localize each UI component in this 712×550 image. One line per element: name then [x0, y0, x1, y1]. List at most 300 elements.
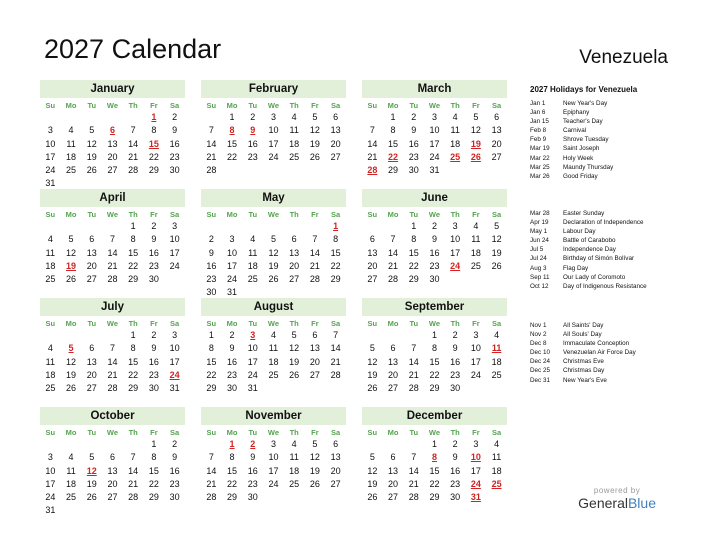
day: 20	[289, 260, 300, 271]
empty-cell	[102, 438, 123, 451]
day: 14	[107, 247, 118, 258]
day: 27	[107, 492, 118, 503]
day: 19	[289, 356, 300, 367]
weekday-label: Su	[45, 428, 56, 437]
weekday-label: Th	[450, 210, 460, 219]
day: 22	[429, 369, 440, 380]
empty-cell	[123, 438, 144, 451]
weekday-label: We	[428, 101, 441, 110]
holiday-date: Aug 3	[530, 264, 547, 272]
day: 25	[491, 369, 502, 380]
holiday-date: Sep 11	[530, 273, 550, 281]
weekday-label: Sa	[169, 210, 180, 219]
day: 8	[208, 343, 214, 354]
day: 31	[45, 178, 56, 189]
day: 31	[45, 505, 56, 516]
empty-cell	[102, 329, 123, 342]
day: 1	[151, 439, 157, 449]
day: 5	[270, 234, 276, 245]
brand-name: GeneralBlue	[578, 495, 656, 511]
day: 29	[330, 274, 341, 285]
holiday-day: 26	[470, 151, 481, 162]
empty-cell	[383, 220, 404, 233]
empty-cell	[61, 220, 82, 233]
day: 3	[47, 125, 53, 136]
day: 7	[109, 234, 115, 245]
month-november	[201, 407, 346, 504]
day: 13	[330, 125, 341, 136]
weekday-label: Mo	[65, 428, 77, 437]
holiday-day: 24	[169, 369, 180, 380]
day: 18	[289, 138, 300, 149]
month-july	[40, 298, 185, 395]
day: 20	[330, 465, 341, 476]
day: 17	[268, 465, 279, 476]
holiday-date: May 1	[530, 228, 548, 236]
day: 12	[367, 356, 378, 367]
day: 8	[130, 343, 136, 354]
weekday-label: Su	[206, 210, 217, 219]
holiday-row	[530, 357, 700, 366]
day: 11	[66, 465, 76, 476]
day: 29	[148, 165, 159, 176]
holiday-name: Venezuelan Air Force Day	[563, 349, 636, 357]
weekday-label: Sa	[330, 210, 341, 219]
day: 14	[128, 465, 139, 476]
weekday-label: Sa	[169, 319, 180, 328]
day: 14	[206, 138, 217, 149]
holiday-row	[530, 154, 700, 163]
day: 27	[309, 369, 320, 380]
holiday-name: Immaculate Conception	[563, 340, 630, 348]
empty-cell	[201, 111, 222, 124]
empty-cell	[362, 220, 383, 233]
day: 17	[45, 151, 56, 162]
day: 8	[229, 452, 235, 463]
weekday-label: Fr	[150, 428, 158, 437]
day: 28	[408, 492, 419, 503]
holiday-day: 12	[86, 465, 97, 476]
weekday-label: Su	[45, 319, 56, 328]
day: 7	[369, 125, 375, 136]
empty-cell	[40, 220, 61, 233]
day: 13	[491, 125, 502, 136]
day: 17	[227, 260, 238, 271]
empty-cell	[102, 220, 123, 233]
day: 17	[470, 356, 481, 367]
day: 7	[208, 125, 214, 136]
holiday-date: Nov 2	[530, 331, 547, 339]
holiday-day: 10	[470, 452, 481, 463]
day: 15	[429, 465, 440, 476]
day: 15	[227, 138, 238, 149]
holiday-day: 8	[229, 125, 235, 136]
day: 11	[491, 452, 502, 463]
day: 3	[270, 112, 276, 122]
holiday-name: Teacher's Day	[563, 118, 603, 126]
month-name: February	[201, 80, 346, 98]
month-name: October	[40, 407, 185, 425]
month-february	[201, 80, 346, 177]
day: 24	[45, 492, 56, 503]
day: 16	[408, 138, 419, 149]
day: 20	[107, 151, 118, 162]
day: 8	[151, 452, 157, 463]
empty-cell	[305, 220, 326, 233]
day: 9	[151, 343, 157, 354]
day: 12	[289, 343, 300, 354]
day: 3	[473, 330, 479, 340]
day: 25	[66, 492, 77, 503]
day: 18	[289, 465, 300, 476]
day: 21	[309, 260, 320, 271]
day-grid	[201, 425, 346, 504]
weekday-label: Mo	[387, 210, 399, 219]
day: 9	[452, 343, 458, 354]
month-august	[201, 298, 346, 395]
day: 11	[45, 247, 56, 258]
day: 11	[289, 125, 299, 136]
day: 2	[452, 330, 458, 340]
day: 29	[128, 383, 139, 394]
holiday-day: 6	[109, 125, 115, 136]
day: 28	[128, 492, 139, 503]
month-name: November	[201, 407, 346, 425]
weekday-label: We	[428, 319, 441, 328]
empty-cell	[61, 329, 82, 342]
holidays-panel-3	[530, 321, 700, 385]
day: 17	[169, 356, 180, 367]
weekday-label: Tu	[87, 101, 97, 110]
day: 5	[473, 112, 479, 122]
day: 22	[128, 369, 139, 380]
holiday-date: Dec 24	[530, 358, 550, 366]
day-grid	[40, 207, 185, 286]
day: 2	[151, 330, 157, 340]
day: 3	[172, 330, 178, 340]
day: 16	[247, 138, 258, 149]
weekday-label: Fr	[472, 210, 480, 219]
day: 17	[45, 478, 56, 489]
weekday-label: Mo	[226, 428, 238, 437]
day: 2	[431, 221, 437, 231]
day: 30	[247, 492, 258, 503]
day-grid	[362, 425, 507, 504]
day: 15	[148, 465, 159, 476]
day: 13	[86, 247, 97, 258]
weekday-label: Su	[45, 210, 56, 219]
day: 5	[89, 125, 95, 136]
day: 27	[491, 151, 502, 162]
weekday-label: Th	[289, 101, 299, 110]
day: 8	[151, 125, 157, 136]
weekday-label: Fr	[150, 101, 158, 110]
day: 28	[408, 383, 419, 394]
day: 14	[107, 356, 118, 367]
day: 4	[68, 125, 74, 136]
weekday-label: Th	[450, 101, 460, 110]
empty-cell	[201, 438, 222, 451]
holiday-day: 1	[151, 112, 157, 122]
day: 5	[369, 343, 375, 354]
day: 29	[388, 165, 399, 176]
day: 9	[151, 234, 157, 245]
brand-logo	[578, 486, 656, 511]
holiday-day: 19	[470, 138, 481, 149]
day: 22	[408, 260, 419, 271]
holiday-name: New Year's Day	[563, 100, 608, 107]
empty-cell	[81, 220, 102, 233]
day-grid	[40, 316, 185, 395]
day: 19	[86, 151, 97, 162]
day: 5	[68, 234, 74, 245]
weekday-label: Tu	[409, 101, 419, 110]
day: 1	[229, 112, 235, 122]
day: 18	[66, 151, 77, 162]
holiday-day: 15	[148, 138, 159, 149]
empty-cell	[383, 438, 404, 451]
weekday-label: Th	[128, 428, 138, 437]
day: 9	[431, 234, 437, 245]
day: 23	[206, 274, 217, 285]
weekday-label: We	[106, 210, 119, 219]
day: 4	[452, 112, 458, 122]
day-grid	[40, 98, 185, 191]
holiday-row	[530, 348, 700, 357]
day: 2	[452, 439, 458, 449]
weekday-label: Sa	[330, 101, 341, 110]
holiday-date: Dec 8	[530, 340, 547, 348]
month-name: September	[362, 298, 507, 316]
day: 24	[45, 165, 56, 176]
empty-cell	[40, 438, 61, 451]
weekday-label: Tu	[248, 101, 258, 110]
day: 29	[148, 492, 159, 503]
day: 19	[309, 465, 320, 476]
day: 28	[330, 369, 341, 380]
month-name: May	[201, 189, 346, 207]
day: 2	[229, 330, 235, 340]
holiday-date: Dec 31	[530, 376, 550, 384]
day: 29	[128, 274, 139, 285]
day: 13	[388, 465, 399, 476]
day: 5	[369, 452, 375, 463]
day: 11	[66, 138, 76, 149]
day: 13	[330, 452, 341, 463]
day: 25	[247, 274, 258, 285]
holiday-date: Jul 5	[530, 246, 544, 254]
day: 21	[408, 478, 419, 489]
weekday-label: Su	[206, 101, 217, 110]
day: 1	[130, 330, 136, 340]
day: 8	[333, 234, 339, 245]
day: 16	[450, 356, 461, 367]
day: 23	[169, 478, 180, 489]
weekday-label: Fr	[311, 428, 319, 437]
day: 12	[268, 247, 279, 258]
day: 14	[206, 465, 217, 476]
day: 1	[431, 439, 437, 449]
day-grid	[362, 207, 507, 286]
day: 23	[450, 369, 461, 380]
day: 6	[333, 112, 339, 122]
day: 3	[473, 439, 479, 449]
day: 4	[47, 234, 53, 245]
day: 26	[367, 492, 378, 503]
month-name: June	[362, 189, 507, 207]
holiday-name: Christmas Eve	[563, 358, 604, 366]
holiday-row	[530, 218, 700, 227]
month-name: January	[40, 80, 185, 98]
month-name: July	[40, 298, 185, 316]
holiday-date: Jun 24	[530, 237, 549, 245]
empty-cell	[242, 220, 263, 233]
day: 15	[227, 465, 238, 476]
empty-cell	[362, 111, 383, 124]
day: 21	[128, 151, 139, 162]
weekday-label: Fr	[311, 319, 319, 328]
day: 6	[390, 452, 396, 463]
day: 28	[107, 274, 118, 285]
day: 27	[86, 383, 97, 394]
holiday-date: Feb 9	[530, 136, 547, 144]
day: 27	[388, 383, 399, 394]
holiday-day: 5	[68, 343, 74, 354]
day: 2	[172, 112, 178, 122]
day: 24	[247, 369, 258, 380]
day: 2	[151, 221, 157, 231]
holiday-date: Jan 1	[530, 100, 546, 107]
day: 6	[89, 234, 95, 245]
day: 6	[333, 439, 339, 449]
day: 30	[148, 274, 159, 285]
day: 23	[148, 369, 159, 380]
day: 19	[491, 247, 502, 258]
month-name: August	[201, 298, 346, 316]
holiday-row	[530, 330, 700, 339]
day: 7	[130, 125, 136, 136]
weekday-label: Tu	[409, 319, 419, 328]
day: 14	[367, 138, 378, 149]
day: 13	[107, 138, 118, 149]
day: 5	[89, 452, 95, 463]
weekday-label: We	[267, 319, 280, 328]
day: 23	[148, 260, 159, 271]
page-title: 2027 Calendar	[44, 34, 222, 64]
day: 2	[250, 112, 256, 122]
weekday-label: Mo	[65, 319, 77, 328]
day: 23	[429, 260, 440, 271]
day: 17	[450, 247, 461, 258]
day: 12	[491, 234, 502, 245]
day: 27	[330, 151, 341, 162]
day: 15	[429, 356, 440, 367]
weekday-label: We	[267, 101, 280, 110]
day: 12	[66, 247, 77, 258]
day: 24	[268, 151, 279, 162]
day: 28	[206, 165, 217, 176]
holiday-day: 31	[470, 492, 481, 503]
day: 4	[68, 452, 74, 463]
day: 7	[333, 330, 339, 340]
day: 20	[388, 369, 399, 380]
weekday-label: Fr	[150, 210, 158, 219]
weekday-label: Su	[367, 101, 378, 110]
day: 10	[450, 234, 461, 245]
day: 13	[367, 247, 378, 258]
day: 6	[109, 452, 115, 463]
holiday-row	[530, 321, 700, 330]
holiday-row	[530, 99, 700, 108]
weekday-label: Tu	[409, 428, 419, 437]
day: 14	[408, 465, 419, 476]
weekday-label: Th	[450, 428, 460, 437]
day: 27	[107, 165, 118, 176]
day: 21	[206, 151, 217, 162]
holiday-name: All Souls' Day	[563, 331, 602, 339]
empty-cell	[40, 329, 61, 342]
day: 26	[289, 369, 300, 380]
holiday-row	[530, 245, 700, 254]
day: 31	[227, 287, 238, 298]
holiday-date: Mar 26	[530, 172, 550, 180]
holiday-day: 1	[229, 439, 235, 449]
day: 7	[312, 234, 318, 245]
day: 14	[309, 247, 320, 258]
day: 10	[169, 234, 180, 245]
holiday-row	[530, 264, 700, 273]
weekday-label: Mo	[65, 101, 77, 110]
holiday-date: Mar 19	[530, 145, 550, 153]
holiday-row	[530, 254, 700, 263]
holiday-name: Declaration of Independence	[563, 219, 644, 227]
holiday-date: Mar 25	[530, 163, 550, 171]
day: 23	[408, 151, 419, 162]
day: 21	[388, 260, 399, 271]
empty-cell	[61, 438, 82, 451]
holidays-panel	[530, 85, 700, 181]
day: 18	[491, 465, 502, 476]
day: 21	[206, 478, 217, 489]
holiday-day: 11	[491, 343, 502, 354]
holiday-day: 24	[470, 478, 481, 489]
day: 29	[227, 492, 238, 503]
day: 18	[45, 260, 56, 271]
day: 3	[431, 112, 437, 122]
day: 4	[494, 330, 500, 340]
day: 11	[450, 125, 460, 136]
day: 10	[429, 125, 440, 136]
empty-cell	[40, 111, 61, 124]
holiday-name: Shrove Tuesday	[563, 136, 609, 144]
day: 9	[411, 125, 417, 136]
day: 26	[268, 274, 279, 285]
holiday-name: Independence Day	[563, 246, 616, 254]
weekday-label: Fr	[472, 428, 480, 437]
day-grid	[362, 316, 507, 395]
holiday-day: 9	[250, 125, 256, 136]
day: 29	[206, 383, 217, 394]
holiday-date: Feb 8	[530, 127, 547, 135]
month-june	[362, 189, 507, 286]
weekday-label: Su	[206, 428, 217, 437]
holiday-row	[530, 376, 700, 385]
day: 1	[208, 330, 214, 340]
holiday-row	[530, 108, 700, 117]
day: 30	[450, 492, 461, 503]
day: 23	[247, 478, 258, 489]
day: 26	[66, 383, 77, 394]
